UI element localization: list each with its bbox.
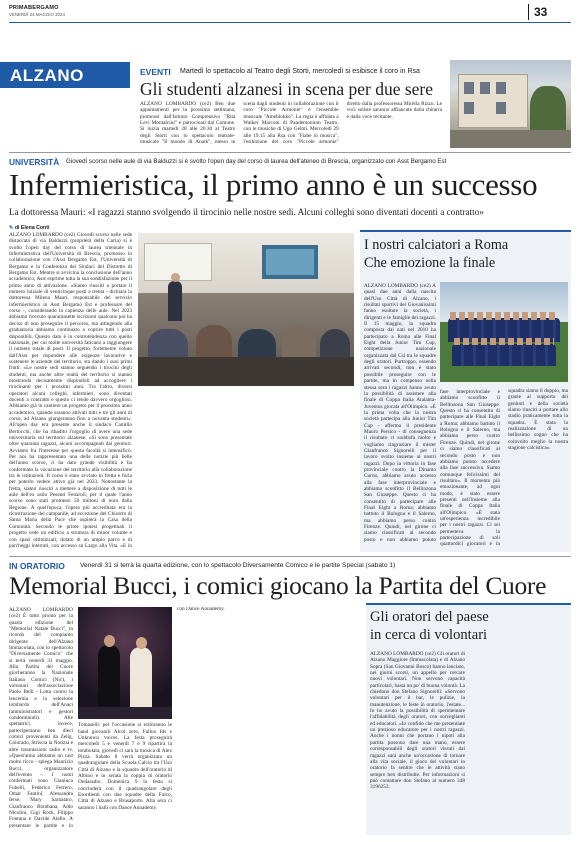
bucci-body-col1 — [9, 607, 73, 835]
oratori-headline-2: in cerca di volontari — [370, 627, 488, 643]
classroom-photo — [138, 233, 354, 386]
calcio-body-col1 — [364, 283, 436, 547]
divider-middle — [9, 556, 571, 557]
events-headline: Gli studenti alzanesi in scena per due sere — [140, 79, 434, 99]
calcio-body-cols — [440, 388, 568, 548]
events-body-text: ALZANO LOMBARDO (ce2) Ben due appuntamenti per la prossima settimana, promossi dall'Istituto Comprensivo "Rita Levi Montalcini" e patrocinati dal Comune. Si inizia martedì 28 alle 20.30 al Teatro degli Storti con lo spettacolo teatrale-musicale "Il mondo di Anaik", messo in scena dagli studenti in collaborazione con il coro "Piccole Armonie" e l'ensemble musicale "Ameblokko". La regia è affidata a Walker Marconi di Pandemonium Teatro, con le musiche di Ugo Gelmi. Mercoledì 29 alle 19.15 alla Rsa con "Fiabe in musica", l'esibizione del coro "Piccole armonie" diretto dalla professoressa Mirella Rizzo. Le voci soliste saranno affiancate dalla chitarra e dalla voce recitante. — [140, 101, 442, 146]
bucci-kicker: IN ORATORIO — [9, 561, 65, 571]
oratori-body — [370, 651, 568, 831]
page-number-divider — [528, 4, 529, 20]
uni-deck: La dottoressa Mauri: «I ragazzi stanno svolgendo il tirocinio nelle nostre sedi. Alcuni colleghi sono diventati docenti a contratto» — [9, 207, 484, 217]
school-building-photo — [450, 60, 571, 148]
divider-top — [9, 152, 571, 153]
calcio-body-text-1: ALZANO LOMBARDO (ce2) A quasi due anni dalla nascita dell'Uso Città di Alzano, i risultati sportivi dei Giovanissimi fanno esultare la società, i dirigenti e le famiglie dei ragazzi. Il 15 maggio, la squadra composta dai nati nel 2010 ha partecipato a Roma alle Final Eight della Junior Tim Cup, competizione nazionale organizzata dal Csi tra le squadre degli oratori. Purtroppo, essendo arrivati secondi, non è stato possibile proseguire con le partite, ma in compenso nella stessa sera i ragazzi hanno avuto la possibilità di assistere alla finale di Coppa Italia Atalanta-Juventus giocata all'Olimpico. «È la prima volta che la nostra società partecipa alla Junior Tim Cup - afferma il presidente Mauro Persico - di conseguenza il risultato ci soddisfa molto e vogliamo ringraziare il mister Gianfranco Signorelli per il lavoro svolto insieme ai nostri ragazzi. Dopo la vittoria in fase provinciale contro la Dinamo Curno, abbiamo avuto accesso alla fase interprovinciale e abbiamo sconfitto il Bellinzona San Giuseppe. Questo ci ha consentito di partecipare alle Final Eight a Roma; abbiamo battuto il Bologna e il Salerno, ma abbiamo perso contro Firenze. Quindi, nel girone ci siamo classificati al secondo posto e non abbiamo potuto — [364, 283, 436, 543]
masthead-rule — [9, 22, 571, 23]
uni-subkicker: Giovedì scorso nelle aule di via Balduzzi si è svolto l'open day del corso di laurea dell'ateneo di Brescia, organizzato con Asst Bergamo Est — [66, 158, 447, 165]
bucci-body-cols — [177, 607, 361, 835]
oratori-headline-1: Gli oratori del paese — [370, 609, 489, 625]
uni-body-cols — [138, 390, 354, 550]
paper-name: PRIMABERGAMO — [9, 5, 59, 11]
calcio-body-text-2: fase interprovinciale e abbiamo sconfitto il Bellinzona San Giuseppe. Questo ci ha consentito di partecipare alle Final Eight a Roma; abbiamo battuto il Bologna e il Salerno, ma abbiamo perso contro Firenze. Quindi, nel girone ci siamo classificati al secondo posto e non abbiamo potuto accedere alla fase successiva. Siamo comunque felicissimi del risultato». Il momento più emozionante, ad ogni modo, è stato essere presenti nell'insieme alla finale di Coppa Italia all'Olimpico. «È stata un'esperienza incredibile per i nostri ragazzi. Ci sei permetteva la partecipazione di soli quattordici giocatori e in squadra siamo il doppio, ma grazie al supporto dei genitori e della società siamo riusciti a portare allo stadio praticamente tutta la squadra. È stata la realizzazione di un bellissimo sogno che ha coinvolto meglio la nostra stagione calcistica». — [440, 388, 568, 548]
uni-headline: Infermieristica, il primo anno è un successo — [9, 167, 538, 202]
section-name: ALZANO — [10, 66, 84, 85]
bucci-headline: Memorial Bucci, i comici giocano la Partita del Cuore — [9, 571, 547, 600]
issue-date: VENERDÌ 24 MAGGIO 2024 — [9, 12, 65, 17]
comedians-photo — [78, 607, 172, 719]
calcio-headline-1: I nostri calciatori a Roma — [364, 237, 509, 253]
events-subkicker: Martedì lo spettacolo al Teatro degli Storti, mercoledì si esibisce il coro in Rsa — [180, 68, 420, 75]
section-banner — [0, 62, 130, 88]
uni-kicker: UNIVERSITÀ — [9, 157, 60, 167]
calcio-headline-2: Che emozione la finale — [364, 255, 496, 271]
oratori-body-text: ALZANO LOMBARDO (ce2) Gli oratori di Alzano Maggiore (Immacolata) e di Alzano Sopra (San Giovanni Bosco) hanno lanciato, nei giorni scorsi, un appello per cercare nuovi volontari. Non servono capacità particolari, basta un po' di buona volontà. La chiedono don Stefano Signorelli: «Servono volontari per il bar, le pulizie, la manutenzione, le feste in oratorio, l'estate... Io ho avuto la possibilità di sperimentare l'affidabilità degli oratori, con sorveglianti ed educatori. «Io confido che me presentiate un prezioso educatore per i nostri ragazzi. Anche i nonni che portano i nipoti alla partita possono dare una mano, essere corresponsabili degli oratori vissuti dai ragazzi sarà anche un'occasione di tornare alla vita sociale, il gioco dei volontari in oratorio fa sentire che le attività siano sempre ben distribuite. Per informazioni si può contattare don Stefano al numero 348 3196253. — [370, 651, 465, 791]
uni-author — [9, 225, 49, 231]
uni-body-col1 — [9, 232, 132, 550]
uni-author-name: di Elena Conti — [14, 225, 50, 231]
bucci-subkicker: Venerdì 31 si terrà la quarta edizione, con lo spettacolo Diversamente Comico e le partite Special (sabato 1) — [80, 562, 396, 569]
bucci-body-text-2: Tomaselli: per l'occasione si esibiranno le band giovanili Alcol zero, Falluo Ids e Unknown voices. La festa proseguirà mercoledì 5 e venerdì 7 e 9 ripartirà la tombolata, giovedì ci sarà la musica di Alex Pizza. Sabato 8 verrà organizzata un quadrangolare della Scuola Calcio tra l'Uso Città di Alzano e la squadra dell'oratorio di Albino e in serata la coppia di oratorio Ondaradio. Domenica 9 la festa si concluderà con il quadrangolare degli Esordienti con due squadre della Fulco, Città di Alzano e Brusaporto. Alla sera ci saranno i balli con Dance Annademy. — [78, 722, 172, 811]
pen-icon: ✎ — [9, 225, 14, 231]
bucci-body-text-3: con Dance Annademy. — [177, 607, 225, 613]
bucci-body-col2 — [78, 722, 172, 835]
calcio-box-rule — [360, 230, 571, 232]
bucci-body-text-1: ALZANO LOMBARDO (ce2) È tutto pronto per la quarta edizione del "Memorial Natale Bucci", in ricordo del compianto dirigente dell'Alzano Immacolata, con lo spettacolo "Diversamente Comico" che si terrà venerdì 31 maggio. Alla Partita del Cuore giocheranno la Nazionale Italiana Comici (Nic), i volontari dell'associazione Paolo Belli - Lotta contro la leucemia e la selezione lombarda dell'Anaci (amministratori e gestori condominiali). Alle spettatrici, invece, parteciperanno ben dieci comici provenienti da Zelig, Colorado, Striscia la Notizia e altre trasmissioni radio e tv. «Quest'anno abbiamo un cast molto ricco - spiega Maurizio Bucci, organizzatore dell'evento -. I nomi confermati sono Gianluca Fubelli, Federica Ferrero, Omar Fantini, Alessandra Ierse, Mary Sarnataro, Gianfranco Bombana, Aldo Nicolini, Gigi Rock, Filippo Fontana e Davide Aiello. A presentare le partite e lo — [9, 607, 73, 829]
uni-body-text-1: ALZANO LOMBARDO (ce2) Giovedì scorso nelle sede distaccata di via Balduzzi (propriètà della Curia) si è svolto l'open day del corso di laurea triennale in Infermieristica dell'Università di Brescia, promosso in collaborazione con l'Asst Bergamo Est, l'Università di Bergamo e la Conferenza dei Sindaci del Distretto di Bergamo Est. Mentre si avvicina la conclusione dell'anno accademico, Asst esprime tutta la sua soddisfazione per il primo anno di attivazione. «Siamo riusciti a portare il numero iniziale di venticinque posti a trenta - dichiara la dottoressa Milena Mauri, responsabile del servizio infermieristico in Asst Bergamo Est e professore del corso -, considerando la capienza delle aule. Nel 2023 abbiamo ricevuto quarantasette iscrizioni qualcuno poi ha deciso di non proseguire il percorso, ma attingendo alla graduatoria abbiamo continuato a coprire tutti i posti disponibili. Questo dato è in controtendenza con quello nazionale, per cui molte università faticano a raggiungere il numero totale di posti. Il progetto, fortemente voluto dall'Asst per rispondere alle esigenze lavorative e sostenere le aziende del territorio, sta dando i suoi primi frutti. «Le nostre sedi stanno seguendo i tirocini degli studenti, ma anche altre realtà del territorio si stanno mostrando decisamente disponibili ad accogliere i tirocinanti per i prossimi anni. Tra l'altro, diversi operatori alcuni colleghi, infermieri, sono diventati docenti a contratto e questo ci rende davvero orgogliosi. Abbiamo già in cantiere un progetto per il prossimo anno accademico, quando saranno attivati tutti e tre gli anni di corso, ad Alzano giungeranno fino a novanta studenti». All'open day era presente anche il sindaco Camillo Bertocchi, che ha ribadito l'orgoglio di avere una sede universitaria sul territorio alzanese. «Si sono presentate oltre quaranta ragazzi, alcuni accompagnati dai genitori. Avviamo fra l'interesse per questa facoltà si intensificò. Per noi ha rappresentato una delle notizie più belle dell'anno scorso, ci ha dato grande visibilità e ha confermato la vocazione del territorio alla collaborazione tra le istituzioni. Il corso è stato avviato in fretta e furia per poterlo vedere attivo già nel 2023. Nonostante la fretta, siamo riusciti a mettere a disposizione di tutti le aule dell'ex asilo Pesenti Fenaroli, per il quale l'anno scorso sono stati promessi 50 milioni di euro dalla Regione. A quell'epoca, l'opera più accreditata era la ricostruzione del campanile, ad eccezione del Chiostro di Santa Maria della Pace che ospiterà la Casa della Comunità. Secondo le prime ipotesi progettuali il progetto vede un edificio a struttura di minor volume e con spazi ottimizzati, dotato di un ampio parco e di parcheggi interrati, con accesso su Largo alla Vita. «E in — [9, 232, 132, 549]
events-kicker: EVENTI — [140, 67, 171, 77]
oratori-box-rule — [366, 603, 571, 605]
football-team-photo — [440, 282, 568, 382]
events-body — [140, 101, 442, 148]
page-number: 33 — [534, 5, 548, 19]
